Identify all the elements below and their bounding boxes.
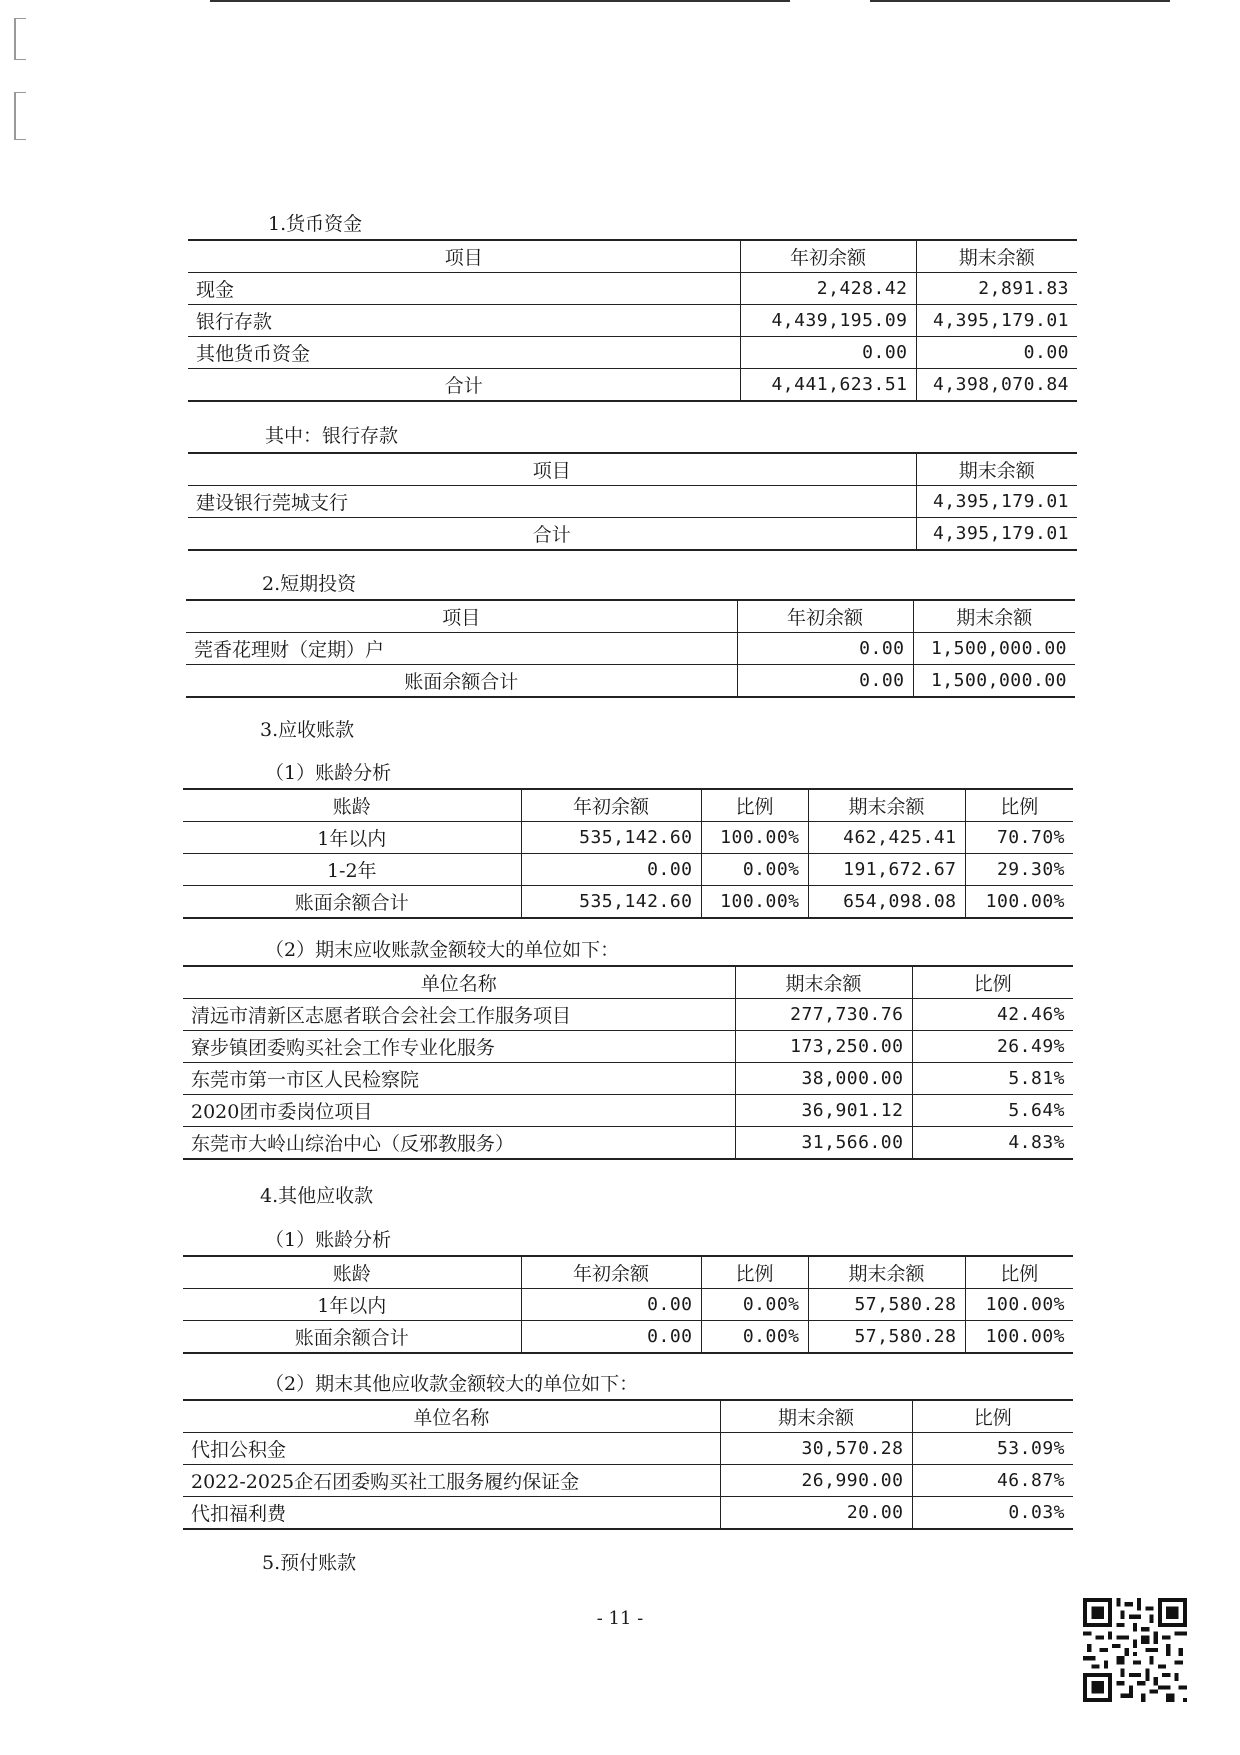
header-cell: 比例 — [701, 789, 808, 822]
bank-deposit-table — [188, 452, 1077, 551]
row-label: 其他货币资金 — [188, 337, 740, 369]
table-row — [183, 1433, 1073, 1465]
closing-balance: 30,570.28 — [720, 1433, 912, 1465]
table-header-row — [183, 1256, 1073, 1289]
receivables-aging-table — [183, 788, 1073, 919]
table-row — [188, 305, 1077, 337]
ratio: 42.46% — [912, 999, 1073, 1031]
unit-name: 东莞市大岭山综治中心（反邪教服务） — [183, 1127, 735, 1160]
table-row — [183, 999, 1073, 1031]
receivables-major-heading: （2）期末应收账款金额较大的单位如下： — [265, 939, 620, 961]
opening-balance: 0.00 — [521, 1289, 701, 1321]
ratio: 5.81% — [912, 1063, 1073, 1095]
table-row — [183, 1497, 1073, 1530]
total-row — [183, 886, 1073, 919]
total-label: 账面余额合计 — [183, 886, 521, 919]
other-receivables-aging-heading: （1）账龄分析 — [265, 1229, 392, 1251]
closing-total: 57,580.28 — [808, 1321, 965, 1354]
binding-mark-bottom — [14, 92, 26, 140]
opening-balance: 2,428.42 — [740, 273, 916, 305]
table-row — [183, 854, 1073, 886]
header-cell: 年初余额 — [737, 600, 913, 633]
header-cell: 项目 — [188, 453, 916, 486]
total-row — [188, 518, 1077, 551]
unit-name: 代扣福利费 — [183, 1497, 720, 1530]
closing-total: 4,395,179.01 — [916, 518, 1077, 551]
opening-balance: 0.00 — [521, 854, 701, 886]
ratio: 26.49% — [912, 1031, 1073, 1063]
scan-top-rule-left — [210, 0, 790, 2]
header-cell: 比例 — [701, 1256, 808, 1289]
unit-name: 寮步镇团委购买社会工作专业化服务 — [183, 1031, 735, 1063]
total-row — [183, 1321, 1073, 1354]
aging-bucket: 1-2年 — [183, 854, 521, 886]
section-2-heading: 2.短期投资 — [262, 573, 357, 595]
table-header-row — [183, 1400, 1073, 1433]
ratio: 5.64% — [912, 1095, 1073, 1127]
ratio: 46.87% — [912, 1465, 1073, 1497]
header-cell: 期末余额 — [808, 789, 965, 822]
closing-balance: 26,990.00 — [720, 1465, 912, 1497]
opening-balance: 0.00 — [740, 337, 916, 369]
closing-ratio: 100.00% — [965, 1289, 1073, 1321]
opening-ratio: 100.00% — [701, 822, 808, 854]
opening-ratio-total: 0.00% — [701, 1321, 808, 1354]
header-cell: 账龄 — [183, 1256, 521, 1289]
total-row — [186, 665, 1075, 698]
header-cell: 期末余额 — [735, 966, 912, 999]
ratio: 0.03% — [912, 1497, 1073, 1530]
opening-ratio: 0.00% — [701, 1289, 808, 1321]
table-row — [183, 1095, 1073, 1127]
closing-balance: 57,580.28 — [808, 1289, 965, 1321]
closing-balance: 2,891.83 — [916, 273, 1077, 305]
closing-balance: 462,425.41 — [808, 822, 965, 854]
qr-code-icon — [1083, 1598, 1187, 1702]
closing-balance: 191,672.67 — [808, 854, 965, 886]
total-label: 账面余额合计 — [183, 1321, 521, 1354]
closing-ratio-total: 100.00% — [965, 886, 1073, 919]
header-cell: 比例 — [912, 966, 1073, 999]
aging-bucket: 1年以内 — [183, 822, 521, 854]
closing-balance: 1,500,000.00 — [913, 633, 1075, 665]
table-header-row — [188, 240, 1077, 273]
opening-ratio: 0.00% — [701, 854, 808, 886]
opening-balance: 535,142.60 — [521, 822, 701, 854]
total-label: 合计 — [188, 369, 740, 402]
table-row — [183, 822, 1073, 854]
section-4-heading: 4.其他应收款 — [260, 1185, 374, 1207]
closing-ratio-total: 100.00% — [965, 1321, 1073, 1354]
opening-ratio-total: 100.00% — [701, 886, 808, 919]
table-row — [183, 1127, 1073, 1160]
header-cell: 年初余额 — [521, 789, 701, 822]
opening-total: 0.00 — [521, 1321, 701, 1354]
total-label: 合计 — [188, 518, 916, 551]
closing-balance: 36,901.12 — [735, 1095, 912, 1127]
table-row — [188, 273, 1077, 305]
unit-name: 2020团市委岗位项目 — [183, 1095, 735, 1127]
total-label: 账面余额合计 — [186, 665, 737, 698]
table-header-row — [188, 453, 1077, 486]
header-cell: 比例 — [965, 1256, 1073, 1289]
aging-bucket: 1年以内 — [183, 1289, 521, 1321]
table-row — [183, 1031, 1073, 1063]
cash-funds-table — [188, 239, 1077, 402]
header-cell: 比例 — [912, 1400, 1073, 1433]
other-receivables-aging-table — [183, 1255, 1073, 1354]
header-cell: 单位名称 — [183, 966, 735, 999]
header-cell: 单位名称 — [183, 1400, 720, 1433]
header-cell: 比例 — [965, 789, 1073, 822]
table-row — [183, 1465, 1073, 1497]
closing-total: 1,500,000.00 — [913, 665, 1075, 698]
page-number: - 11 - — [596, 1608, 644, 1629]
closing-balance: 4,395,179.01 — [916, 305, 1077, 337]
table-header-row — [183, 966, 1073, 999]
closing-balance: 173,250.00 — [735, 1031, 912, 1063]
closing-balance: 38,000.00 — [735, 1063, 912, 1095]
other-receivables-major-units-table — [183, 1399, 1073, 1530]
bank-deposit-heading: 其中：银行存款 — [265, 425, 399, 447]
table-row — [186, 633, 1075, 665]
opening-total: 4,441,623.51 — [740, 369, 916, 402]
unit-name: 2022-2025企石团委购买社工服务履约保证金 — [183, 1465, 720, 1497]
closing-balance: 4,395,179.01 — [916, 486, 1077, 518]
ratio: 4.83% — [912, 1127, 1073, 1160]
table-header-row — [186, 600, 1075, 633]
closing-total: 4,398,070.84 — [916, 369, 1077, 402]
total-row — [188, 369, 1077, 402]
row-label: 银行存款 — [188, 305, 740, 337]
scan-top-rule-right — [870, 0, 1170, 2]
table-row — [183, 1289, 1073, 1321]
header-cell: 期末余额 — [808, 1256, 965, 1289]
row-label: 现金 — [188, 273, 740, 305]
header-cell: 期末余额 — [720, 1400, 912, 1433]
table-row — [183, 1063, 1073, 1095]
other-receivables-major-heading: （2）期末其他应收款金额较大的单位如下： — [265, 1373, 639, 1395]
row-label: 莞香花理财（定期）户 — [186, 633, 737, 665]
closing-ratio: 29.30% — [965, 854, 1073, 886]
unit-name: 东莞市第一市区人民检察院 — [183, 1063, 735, 1095]
section-5-heading: 5.预付账款 — [262, 1552, 357, 1574]
receivables-aging-heading: （1）账龄分析 — [265, 762, 392, 784]
opening-total: 535,142.60 — [521, 886, 701, 919]
unit-name: 清远市清新区志愿者联合会社会工作服务项目 — [183, 999, 735, 1031]
header-cell: 账龄 — [183, 789, 521, 822]
opening-total: 0.00 — [737, 665, 913, 698]
table-header-row — [183, 789, 1073, 822]
header-cell: 期末余额 — [916, 453, 1077, 486]
row-label: 建设银行莞城支行 — [188, 486, 916, 518]
binding-mark-top — [14, 18, 26, 60]
opening-balance: 0.00 — [737, 633, 913, 665]
header-cell: 年初余额 — [521, 1256, 701, 1289]
section-1-heading: 1.货币资金 — [268, 213, 363, 235]
unit-name: 代扣公积金 — [183, 1433, 720, 1465]
opening-balance: 4,439,195.09 — [740, 305, 916, 337]
header-cell: 项目 — [188, 240, 740, 273]
closing-ratio: 70.70% — [965, 822, 1073, 854]
closing-total: 654,098.08 — [808, 886, 965, 919]
table-row — [188, 337, 1077, 369]
receivables-major-units-table — [183, 965, 1073, 1160]
header-cell: 项目 — [186, 600, 737, 633]
table-row — [188, 486, 1077, 518]
closing-balance: 277,730.76 — [735, 999, 912, 1031]
closing-balance: 31,566.00 — [735, 1127, 912, 1160]
header-cell: 年初余额 — [740, 240, 916, 273]
closing-balance: 20.00 — [720, 1497, 912, 1530]
closing-balance: 0.00 — [916, 337, 1077, 369]
header-cell: 期末余额 — [913, 600, 1075, 633]
short-term-investment-table — [186, 599, 1075, 698]
section-3-heading: 3.应收账款 — [260, 719, 355, 741]
ratio: 53.09% — [912, 1433, 1073, 1465]
header-cell: 期末余额 — [916, 240, 1077, 273]
